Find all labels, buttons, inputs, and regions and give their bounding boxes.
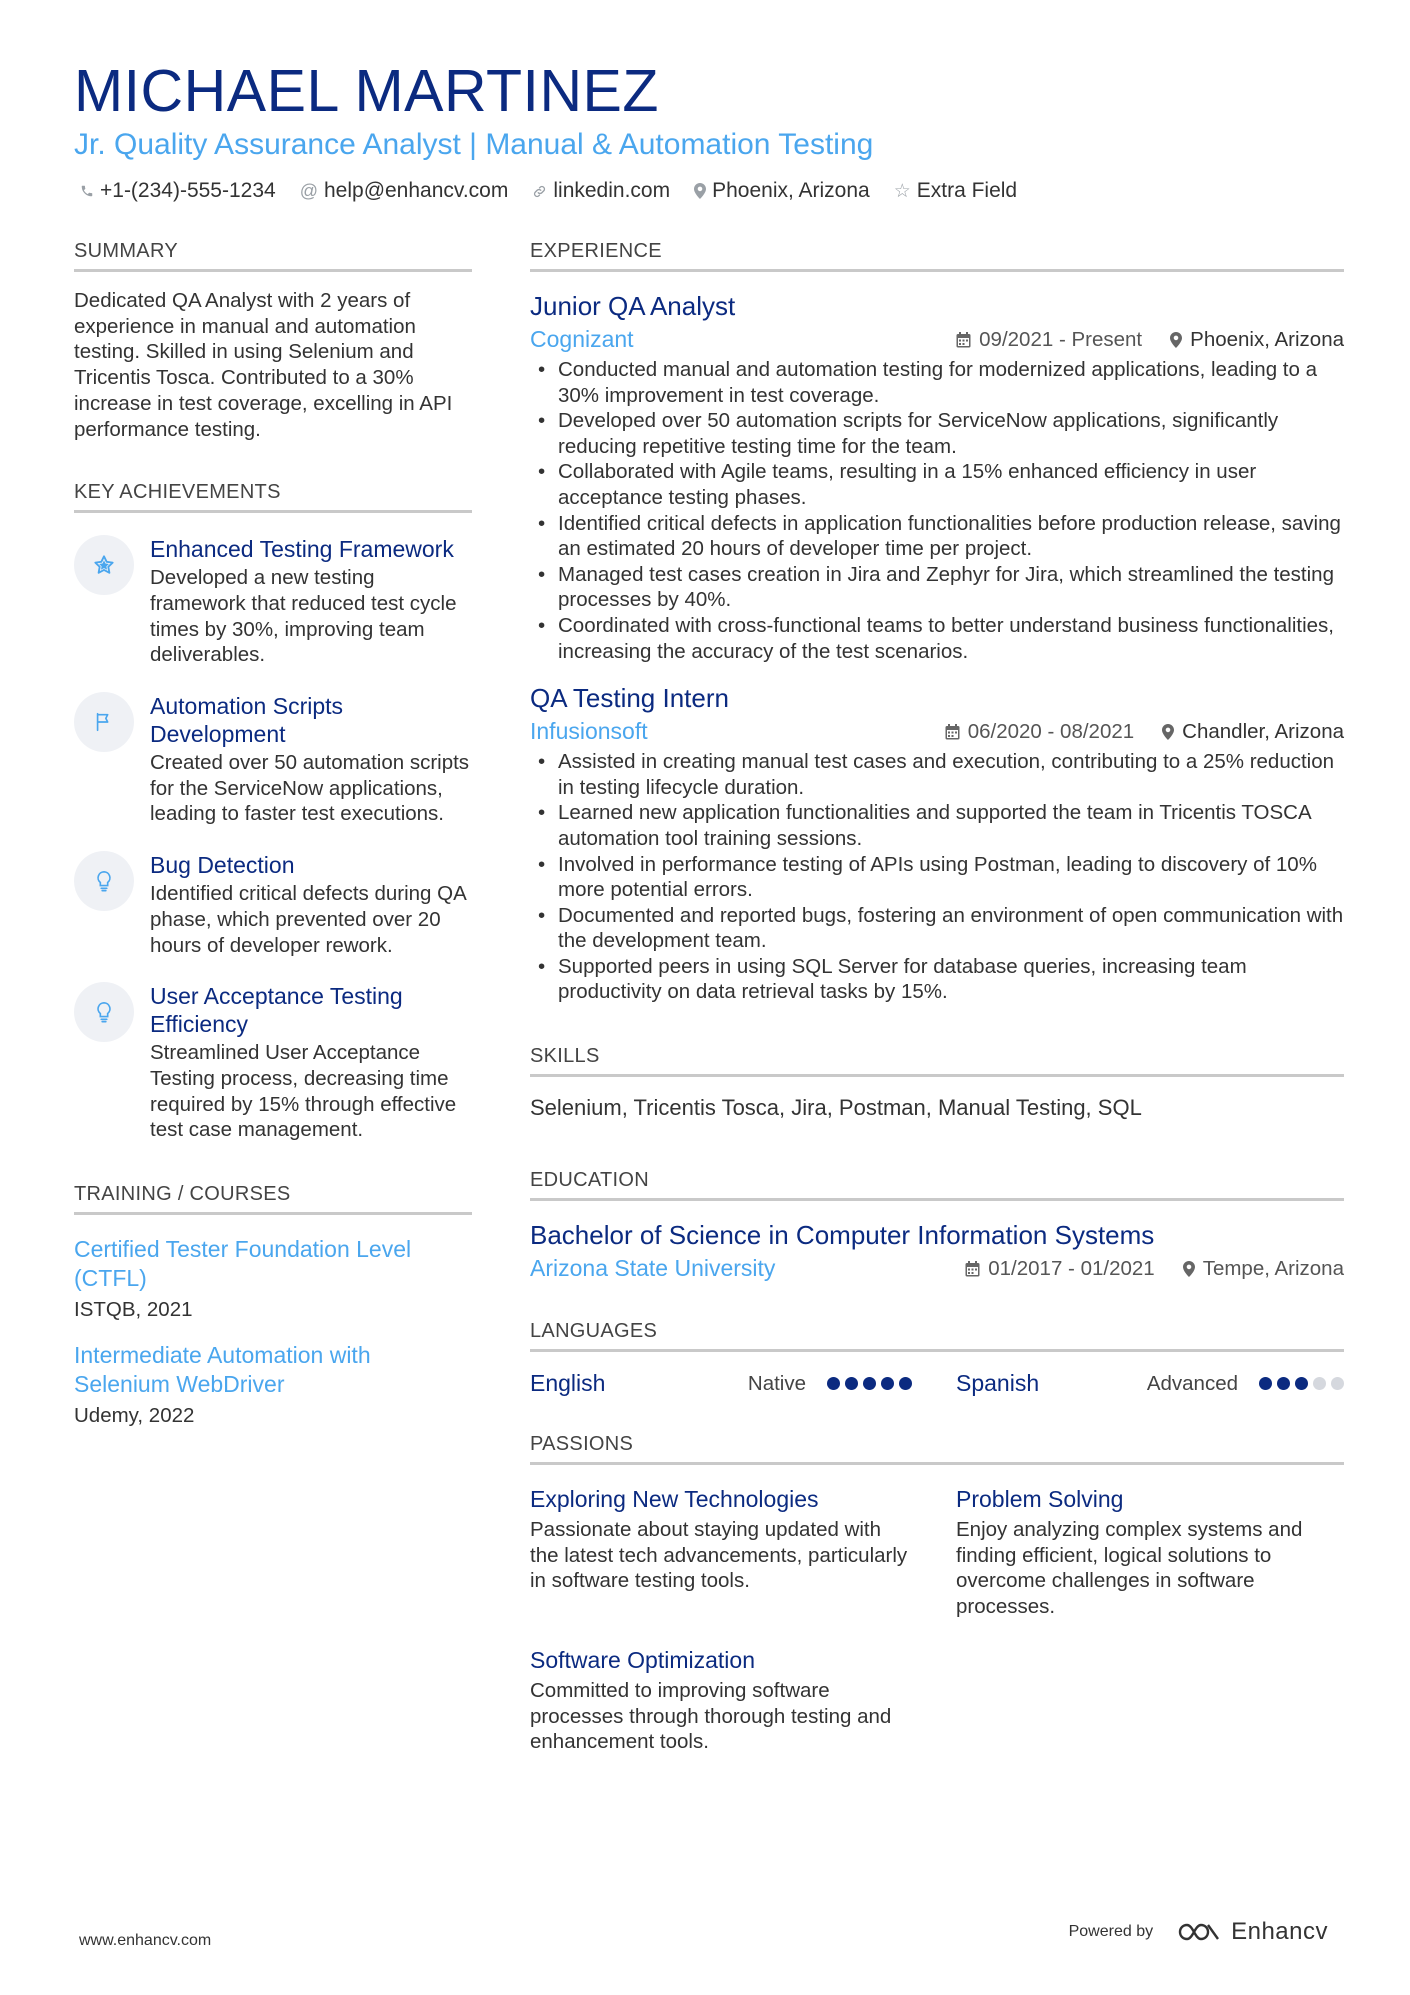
passion-title: Problem Solving bbox=[956, 1486, 1124, 1513]
education-dates bbox=[965, 1257, 1154, 1281]
job-bullets bbox=[530, 357, 1344, 664]
job-bullet: • Developed over 50 automation scripts for ServiceNow applications, significantly reducing repetitive testing time for the team. bbox=[530, 408, 1344, 459]
language-level: Native bbox=[747, 1371, 806, 1395]
passion-title: Software Optimization bbox=[530, 1646, 755, 1673]
job-location-text: Phoenix, Arizona bbox=[1190, 327, 1344, 351]
company-name: Cognizant bbox=[530, 326, 634, 352]
rating-dot-filled bbox=[899, 1377, 912, 1390]
section-title-education: EDUCATION bbox=[530, 1169, 1344, 1201]
job-bullet: • Managed test cases creation in Jira and Zephyr for Jira, which streamlined the testing processes by 40%. bbox=[530, 562, 1344, 613]
job-bullets bbox=[530, 749, 1344, 1005]
job-dates bbox=[945, 720, 1134, 744]
contact-phone[interactable] bbox=[80, 179, 276, 203]
education-location bbox=[1183, 1257, 1344, 1281]
job-bullet: • Assisted in creating manual test cases and execution, contributing to a 25% reduction in testing lifecycle duration. bbox=[530, 749, 1344, 800]
section-title-languages: LANGUAGES bbox=[530, 1320, 1344, 1352]
calendar-icon bbox=[965, 1261, 980, 1277]
job-entry bbox=[530, 290, 1344, 664]
achievement-desc: Developed a new testing framework that reduced test cycle times by 30%, improving team deliverables. bbox=[150, 566, 457, 667]
achievement-item bbox=[74, 535, 472, 668]
phone-text: +1-(234)-555-1234 bbox=[100, 179, 276, 202]
achievement-desc: Streamlined User Acceptance Testing process, decreasing time required by 15% through effective test case management. bbox=[150, 1041, 457, 1142]
job-location bbox=[1170, 328, 1344, 352]
section-title-skills: SKILLS bbox=[530, 1045, 1344, 1077]
brand-name: Enhancv bbox=[1231, 1918, 1328, 1945]
achievement-desc: Created over 50 automation scripts for the ServiceNow applications, leading to faster test executions. bbox=[150, 751, 470, 826]
contact-email[interactable] bbox=[300, 179, 509, 203]
star-outline-icon: ☆ bbox=[893, 180, 911, 202]
job-meta bbox=[530, 718, 1344, 745]
rating-dot-empty bbox=[1331, 1377, 1344, 1390]
language-item bbox=[530, 1370, 912, 1397]
candidate-name: MICHAEL MARTINEZ bbox=[74, 58, 659, 124]
rating-dot-filled bbox=[1295, 1377, 1308, 1390]
education-section bbox=[530, 1169, 1344, 1282]
star-icon bbox=[74, 535, 134, 595]
calendar-icon bbox=[945, 724, 960, 740]
language-rating bbox=[822, 1377, 912, 1390]
location-pin-icon bbox=[1183, 1261, 1195, 1277]
powered-by-text: Powered by bbox=[1068, 1923, 1154, 1940]
course-item bbox=[74, 1341, 472, 1429]
job-location bbox=[1162, 720, 1344, 744]
passion-desc: Enjoy analyzing complex systems and finding efficient, logical solutions to overcome challenges in software processes. bbox=[956, 1518, 1303, 1619]
at-icon: @ bbox=[299, 180, 318, 201]
rating-dot-filled bbox=[1277, 1377, 1290, 1390]
education-dates-text: 01/2017 - 01/2021 bbox=[988, 1256, 1155, 1280]
training-section bbox=[74, 1183, 472, 1429]
company-name: Infusionsoft bbox=[530, 718, 648, 745]
contact-linkedin[interactable] bbox=[532, 179, 670, 203]
course-provider: Udemy, 2022 bbox=[74, 1404, 195, 1428]
footer-website[interactable]: www.enhancv.com bbox=[79, 1932, 212, 1949]
achievements-section bbox=[74, 481, 472, 1143]
brand-logo[interactable] bbox=[1177, 1918, 1328, 1946]
passion-desc: Passionate about staying updated with the latest tech advancements, particularly in software testing tools. bbox=[530, 1518, 908, 1593]
job-bullet: • Identified critical defects in application functionalities before production release, saving an estimated 20 hours of developer time per project. bbox=[530, 511, 1344, 562]
left-column bbox=[74, 240, 472, 1429]
achievement-title: Bug Detection bbox=[150, 852, 295, 879]
rating-dot-filled bbox=[1259, 1377, 1272, 1390]
job-meta bbox=[530, 326, 1344, 353]
language-name: English bbox=[530, 1370, 606, 1397]
job-entry bbox=[530, 682, 1344, 1005]
rating-dot-filled bbox=[881, 1377, 894, 1390]
location-pin-icon bbox=[1170, 332, 1182, 348]
experience-section bbox=[530, 240, 1344, 1005]
passion-item bbox=[530, 1485, 912, 1620]
job-dates-text: 06/2020 - 08/2021 bbox=[967, 719, 1135, 743]
contact-bar bbox=[80, 179, 1041, 203]
skills-text: Selenium, Tricentis Tosca, Jira, Postman, Manual Testing, SQL bbox=[530, 1095, 1142, 1121]
course-item bbox=[74, 1235, 472, 1323]
achievement-desc: Identified critical defects during QA phase, which prevented over 20 hours of developer rework. bbox=[150, 882, 466, 957]
location-pin-icon bbox=[694, 183, 706, 199]
job-bullet: • Involved in performance testing of APIs using Postman, leading to discovery of 10% more potential errors. bbox=[530, 852, 1344, 903]
rating-dot-filled bbox=[845, 1377, 858, 1390]
job-dates-text: 09/2021 - Present bbox=[979, 327, 1143, 351]
job-bullet: • Collaborated with Agile teams, resulting in a 15% enhanced efficiency in user acceptance testing phases. bbox=[530, 459, 1344, 510]
lightbulb-icon bbox=[74, 982, 134, 1042]
section-title-passions: PASSIONS bbox=[530, 1433, 1344, 1465]
job-title: QA Testing Intern bbox=[530, 683, 729, 714]
section-title-experience: EXPERIENCE bbox=[530, 240, 1344, 272]
language-rating bbox=[1254, 1377, 1344, 1390]
course-title: Intermediate Automation with Selenium WebDriver bbox=[74, 1342, 371, 1398]
summary-section bbox=[74, 240, 472, 442]
language-level: Advanced bbox=[1146, 1371, 1238, 1395]
passion-item bbox=[530, 1646, 912, 1755]
passions-section bbox=[530, 1433, 1344, 1755]
achievement-title: User Acceptance Testing Efficiency bbox=[150, 983, 403, 1038]
contact-location bbox=[694, 179, 870, 203]
achievement-title: Enhanced Testing Framework bbox=[150, 536, 454, 563]
school-name: Arizona State University bbox=[530, 1255, 776, 1282]
calendar-icon bbox=[956, 332, 971, 348]
skills-section bbox=[530, 1045, 1344, 1121]
job-bullet: • Documented and reported bugs, fostering an environment of open communication with the development team. bbox=[530, 903, 1344, 954]
extra-text: Extra Field bbox=[916, 179, 1018, 202]
footer-branding bbox=[1069, 1918, 1328, 1946]
education-location-text: Tempe, Arizona bbox=[1202, 1256, 1344, 1280]
lightbulb-icon bbox=[74, 851, 134, 911]
job-dates bbox=[956, 328, 1142, 352]
passion-item bbox=[956, 1485, 1344, 1620]
candidate-title: Jr. Quality Assurance Analyst | Manual & Automation Testing bbox=[74, 128, 874, 161]
achievement-item bbox=[74, 692, 472, 827]
achievement-title: Automation Scripts Development bbox=[150, 693, 344, 748]
flag-icon bbox=[74, 692, 134, 752]
job-bullet: • Supported peers in using SQL Server for database queries, increasing team productivity on data retrieval tasks by 15%. bbox=[530, 954, 1344, 1005]
language-name: Spanish bbox=[956, 1370, 1040, 1397]
rating-dot-empty bbox=[1313, 1377, 1326, 1390]
achievement-item bbox=[74, 851, 472, 958]
contact-extra bbox=[894, 179, 1017, 203]
job-bullet: • Learned new application functionalities and supported the team in Tricentis TOSCA automation tool training sessions. bbox=[530, 800, 1344, 851]
passion-title: Exploring New Technologies bbox=[530, 1486, 819, 1513]
enhancv-logo-icon bbox=[1177, 1921, 1221, 1943]
location-pin-icon bbox=[1162, 724, 1174, 740]
summary-text: Dedicated QA Analyst with 2 years of experience in manual and automation testing. Skilled in using Selenium and Tricentis Tosca. Contributed to a 30% increase in test coverage, excelling in API performance testing. bbox=[74, 289, 453, 441]
phone-icon bbox=[80, 184, 94, 198]
course-title: Certified Tester Foundation Level (CTFL) bbox=[74, 1236, 412, 1292]
job-bullet: • Conducted manual and automation testing for modernized applications, leading to a 30% improvement in test coverage. bbox=[530, 357, 1344, 408]
job-location-text: Chandler, Arizona bbox=[1182, 719, 1344, 743]
location-text: Phoenix, Arizona bbox=[712, 179, 870, 202]
email-text: help@enhancv.com bbox=[323, 179, 509, 202]
languages-section bbox=[530, 1320, 1344, 1397]
education-meta bbox=[530, 1255, 1344, 1282]
achievement-item bbox=[74, 982, 472, 1143]
section-title-achievements: KEY ACHIEVEMENTS bbox=[74, 481, 472, 513]
rating-dot-filled bbox=[863, 1377, 876, 1390]
degree-title: Bachelor of Science in Computer Information Systems bbox=[530, 1220, 1155, 1251]
language-item bbox=[956, 1370, 1344, 1397]
job-bullet: • Coordinated with cross-functional teams to better understand business functionalities, increasing the accuracy of the test scenarios. bbox=[530, 613, 1344, 664]
linkedin-text: linkedin.com bbox=[553, 179, 671, 202]
section-title-training: TRAINING / COURSES bbox=[74, 1183, 472, 1215]
rating-dot-filled bbox=[827, 1377, 840, 1390]
job-title: Junior QA Analyst bbox=[530, 291, 736, 321]
course-provider: ISTQB, 2021 bbox=[74, 1298, 193, 1322]
section-title-summary: SUMMARY bbox=[74, 240, 472, 272]
passion-desc: Committed to improving software processes through thorough testing and enhancement tools. bbox=[530, 1678, 892, 1754]
link-icon bbox=[532, 184, 547, 199]
right-column bbox=[530, 240, 1344, 1755]
